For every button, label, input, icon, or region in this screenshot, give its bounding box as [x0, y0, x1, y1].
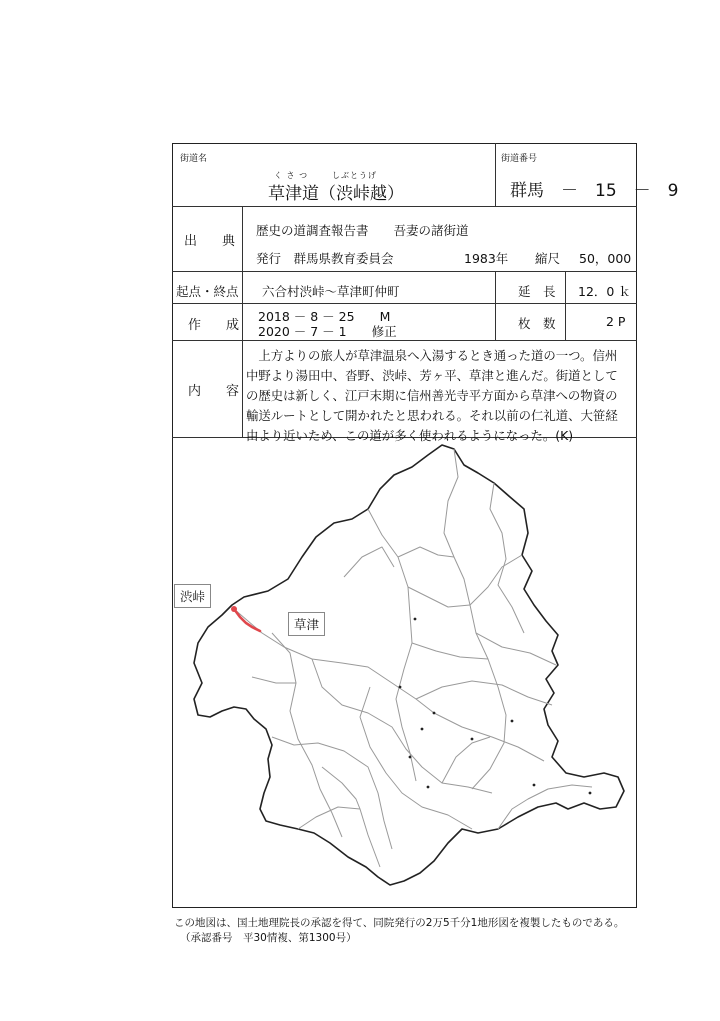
gunma-map	[172, 437, 637, 908]
route-start-marker	[231, 606, 237, 612]
divider-right-label	[565, 271, 566, 340]
created-label: 作 成	[188, 318, 246, 333]
source-publisher: 発行 群馬県教育委員会	[256, 251, 394, 266]
source-scale-value: 50，000	[579, 251, 632, 266]
road-name-ruby-left: く さ つ	[274, 171, 309, 180]
source-scale-label: 縮尺	[535, 251, 561, 266]
footer-note: この地図は、国土地理院長の承認を得て、同院発行の2万5千分1地形図を複製したものである。	[174, 917, 625, 929]
divider-right-column	[495, 271, 496, 340]
route-value: 六合村渋峠～草津町仲町	[262, 284, 400, 299]
road-number: 群馬 － 15 － 9	[510, 181, 679, 201]
divider-header-vertical	[495, 143, 496, 206]
content-text: 上方よりの旅人が草津温泉へ入湯するとき通った道の一つ。信州中野より湯田中、沓野、渋峠、芳ヶ平、草津と進んだ。街道としての歴史は新しく、江戸末期に信州善光寺平方面から草津への物資の輸送ルートとして開かれたと思われる。それ以前の仁礼道、大笹経由より近いため、この道が多く使われるようになった。(K)	[246, 348, 618, 443]
source-year: 1983年	[464, 251, 509, 266]
length-label: 延 長	[518, 284, 556, 299]
pages-label: 枚 数	[518, 316, 556, 331]
source-label: 出 典	[184, 234, 242, 249]
label-shibutoge: 渋峠	[174, 584, 211, 608]
route-label: 起点・終点	[176, 284, 239, 299]
content-label: 内 容	[188, 384, 246, 399]
footer-approval: （承認番号 平30情複、第1300号）	[180, 932, 357, 944]
road-number-label: 街道番号	[501, 154, 538, 164]
revised-date: 2020 － 7 － 1 修正	[258, 324, 397, 339]
road-name: 草津道（渋峠越）	[268, 184, 404, 204]
pages-value: 2 P	[606, 314, 626, 329]
prefecture-outline	[194, 445, 624, 885]
source-title: 歴史の道調査報告書 吾妻の諸街道	[256, 223, 469, 238]
road-name-label: 街道名	[180, 154, 208, 164]
label-kusatsu: 草津	[288, 612, 325, 636]
road-network	[234, 449, 592, 867]
road-name-ruby-right: しぶとうげ	[332, 171, 377, 180]
created-date: 2018 － 8 － 25 M	[258, 309, 391, 324]
length-value: 12．0 ｋ	[578, 284, 631, 299]
